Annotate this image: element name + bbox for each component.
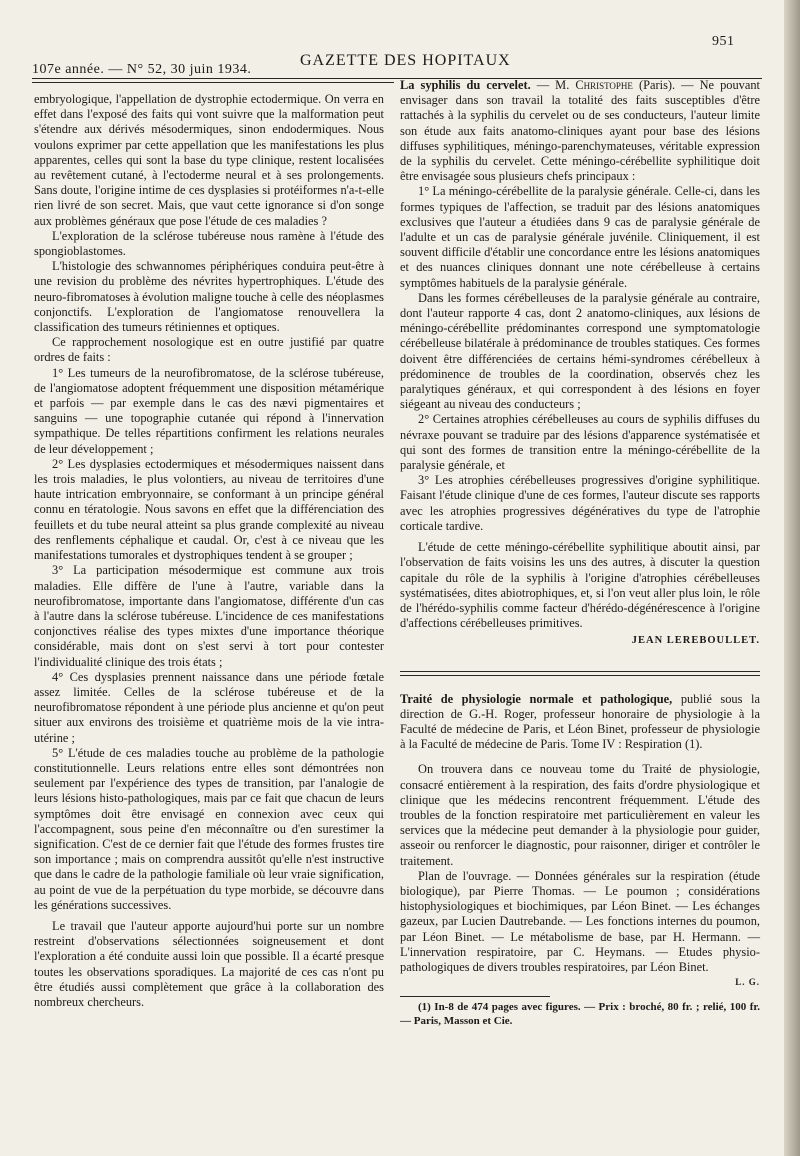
paragraph: 2° Certaines atrophies cérébelleuses au cours de syphilis diffuses du névraxe pouvant se traduire par des lésions d'apparence systématisée et qui sont des formes de transition entre la méningo-cérébellite de la paralysie générale, et [400, 412, 760, 473]
article-author: M. Christophe [555, 78, 633, 92]
right-column [400, 78, 760, 1028]
page-edge [784, 0, 800, 1156]
paragraph: Ce rapprochement nosologique est en outre justifié par quatre ordres de faits : [34, 335, 384, 365]
paragraph: On trouvera dans ce nouveau tome du Traité de physiologie, consacré entièrement à la respiration, des faits d'ordre physiologique et clinique que les médecins rencontrent fréquemment. L'étude des troubles de la fonction respiratoire met particulièrement en valeur les services que la médecine peut demander à la physiologie pour guider, asseoir ou renforcer le diagnostic, pour raisonner, diriger et contrôler le traitement. [400, 762, 760, 868]
article-signature: L. G. [735, 977, 760, 988]
paragraph: L'histologie des schwannomes périphériques conduira peut-être à une revision du problème des névrites hypertrophiques. L'étude des neuro-fibromatoses à évolution maligne touche à celle des néoplasmes conjonctifs. L'exploration de l'angiomatose renouvellera la classification des tumeurs rétiniennes et optiques. [34, 259, 384, 335]
paragraph: Le travail que l'auteur apporte aujourd'hui porte sur un nombre restreint d'observations sélectionnées soigneusement et dont l'exploration a été conduite aussi loin que possible. Il a écarté presque toutes les observations sporadiques. La majorité de ces cas n'ont pu être étudiés aussi complètement que grâce à la collaboration des nombreux chercheurs. [34, 918, 384, 1009]
paragraph: Plan de l'ouvrage. — Données générales sur la respiration (étude biologique), par Pierre Thomas. — Le poumon ; considérations histophysiologiques et biochimiques, par Léon Binet. — Les échanges gazeux, par Lucien Dautrebande. — Les fonctions internes du poumon, par Léon Binet. — Le métabolisme de base, par H. Hermann. — L'innervation respiratoire, par C. Heymans. — Etudes physio-pathologiques de divers troubles respiratoires, par Léon Binet. [400, 868, 760, 974]
section-divider [400, 675, 760, 676]
header-rule-left [32, 82, 394, 83]
issue-info: 107e année. — N° 52, 30 juin 1934. [32, 62, 252, 77]
paragraph: 4° Ces dysplasies prennent naissance dans une période fœtale assez limitée. Celles de la sclérose tubéreuse et de la neurofibromatose répondent à une période plus ancienne et qu'on peut situer aux environs des troisième et quatrième mois de la vie intra-utérine ; [34, 669, 384, 745]
paragraph: L'étude de cette méningo-cérébellite syphilitique aboutit ainsi, par l'observation de faits voisins les uns des autres, à discuter la question capitale du rôle de la syphilis à l'origine d'atrophies cérébelleuses systématisées, dites abiotrophiques, et, si l'on veut aller plus loin, le rôle de l'hérédo-syphilis comme facteur d'hérédo-dégénérescence à l'origine d'affections cérébelleuses primitives. [400, 540, 760, 631]
article-title: La syphilis du cervelet. [400, 78, 531, 92]
article-intro-text: publié sous la direction de G.-H. Roger, professeur honoraire de physiologie à la Faculté de médecine de Paris, et Léon Binet, professeur de physiologie à la Faculté de médecine de Paris. Tome IV : Respiration (1). [400, 691, 760, 752]
article-intro: La syphilis du cervelet. — M. Christophe (Paris). — Ne pouvant envisager dans son travail la totalité des faits susceptibles d'être rattachés à la syphilis du cervelet ou de ses conducteurs, l'auteur limite son étude aux faits anatomo-cliniques ayant pour base des lésions diffuses syphilitiques, méningo-parenchymateuses, véritable expression de la syphilis du cervelet. Cette méningo-cérébellite syphilitique doit être envisagée sous plusieurs chefs principaux : [400, 78, 760, 184]
paragraph: 1° Les tumeurs de la neurofibromatose, de la sclérose tubéreuse, de l'angiomatose adoptent fréquemment une disposition métamérique et parfois — par exemple dans le cas des nævi pigmentaires et sanguins — une topographie cutanée qui répond à l'innervation sympathique. De telles répartitions confirment les relations neurales de leur développement ; [34, 365, 384, 456]
footnote-rule [400, 996, 550, 997]
paragraph: embryologique, l'appellation de dystrophie ectodermique. On verra en effet dans l'exposé des faits qui vont suivre que la malformation peut s'étendre aux dérivés mésodermiques, sinon endodermiques. Nous voulons exprimer par cette appellation que les manifestations les plus apparentes, celles qui sont la base du type clinique, restent localisées au revêtement cutané, à l'ectoderme neural et à ses prolongements. Sans doute, l'origine intime de ces dysplasies si protéiformes n'a-t-elle rien livré de son secret. Mais, que vaut cette ignorance si d'on songe aux problèmes généraux que pose l'étude de ces maladies ? [34, 92, 384, 228]
paragraph: Dans les formes cérébelleuses de la paralysie générale au contraire, dont l'auteur rapporte 4 cas, dont 2 anatomo-cliniques, aux lésions de méningo-cérébellite prédominantes correspond une symptomatologie cérébelleuse bilatérale à prédominance de troubles statiques. Ces formes doivent être différenciées de certains hémi-syndromes cérébelleux à prédominence de troubles de la coordination, observés chez les paralytiques généraux, et qui correspondent à des lésions en foyer siégeant au niveau des conducteurs ; [400, 290, 760, 412]
paragraph: 3° Les atrophies cérébelleuses progressives d'origine syphilitique. Faisant l'étude clinique d'une de ces formes, l'auteur discute ses rapports avec les atrophies progressives dégénératives du type de l'atrophie corticale tardive. [400, 473, 760, 533]
article-intro [400, 692, 760, 753]
paragraph: 2° Les dysplasies ectodermiques et mésodermiques naissent dans les trois maladies, le plus volontiers, au niveau de territoires d'une haute intrication embryonnaire, se conformant à un principe général connu en tératologie. Nous savons en effet que la différenciation des feuillets et du tube neural atteint sa plus grande complexité au niveau des renflements céphalique et caudal. Or, c'est à ce niveau que les manifestations tumorales et dystrophiques tendent à se grouper ; [34, 456, 384, 563]
paragraph: L'exploration de la sclérose tubéreuse nous ramène à l'étude des spongioblastomes. [34, 228, 384, 259]
footnote: (1) In-8 de 474 pages avec figures. — Prix : broché, 80 fr. ; relié, 100 fr. — Paris, Masson et Cie. [400, 1001, 760, 1027]
journal-title: GAZETTE DES HOPITAUX [300, 52, 511, 69]
article-signature: JEAN LEREBOULLET. [631, 635, 760, 647]
paragraph: 5° L'étude de ces maladies touche au problème de la pathologie constitutionnelle. Leurs relations entre elles sont démontrées non seulement par l'expérience des types de transition, par l'analogie de leurs lésions histo-pathologiques, mais par ce fait que chacun de leurs symptômes doit être envisagé en connexion avec ceux qui l'accompagnent, sous peine d'en méconnaître ou d'en surestimer la signification. C'est de ce dernier fait que l'étude des formes frustes tire son importance ; mais on comprendra aussitôt qu'elle n'est instructive que dans le cadre de la pathologie familiale où leur vraie signification, au point de vue de la perpétuation du type morbide, se découvre dans les générations successives. [34, 745, 384, 912]
left-column [34, 92, 384, 1010]
article-intro-text: (Paris). — Ne pouvant envisager dans son travail la totalité des faits susceptibles d'être rattachés à la syphilis du cervelet ou de ses conducteurs, l'auteur limite son étude aux faits anatomo-cliniques ayant pour base des lésions diffuses syphilitiques, méningo-parenchymateuses, véritable expression de la syphilis du cervelet. Cette méningo-cérébellite syphilitique doit être envisagée sous plusieurs chefs principaux : [400, 78, 760, 184]
paragraph: 1° La méningo-cérébellite de la paralysie générale. Celle-ci, dans les formes typiques de l'affection, se traduit par des lésions anatomiques exclusives que l'auteur a étudiées dans 9 cas de paralysie générale de l'adulte et un cas de paralysie générale juvénile. Cliniquement, il est souvent difficile d'établir une concordance entre les lésions anatomiques et des nuances cliniques donnant une note cérébelleuse à certains symptômes habituels de la paralysie générale. [400, 184, 760, 290]
page-number: 951 [712, 34, 735, 49]
paragraph: 3° La participation mésodermique est commune aux trois maladies. Elle diffère de l'une à l'autre, variable dans la neurofibromatose, importante dans l'angiomatose, différente d'un cas à l'autre dans la sclérose tubéreuse. L'incidence de ces manifestations conjonctives réalise des types mixtes d'une importance théorique considérable, mais dont on s'est servi à tort pour contester l'individualité clinique des trois états ; [34, 563, 384, 669]
article-title: Traité de physiologie normale et pathologique, [400, 691, 673, 706]
